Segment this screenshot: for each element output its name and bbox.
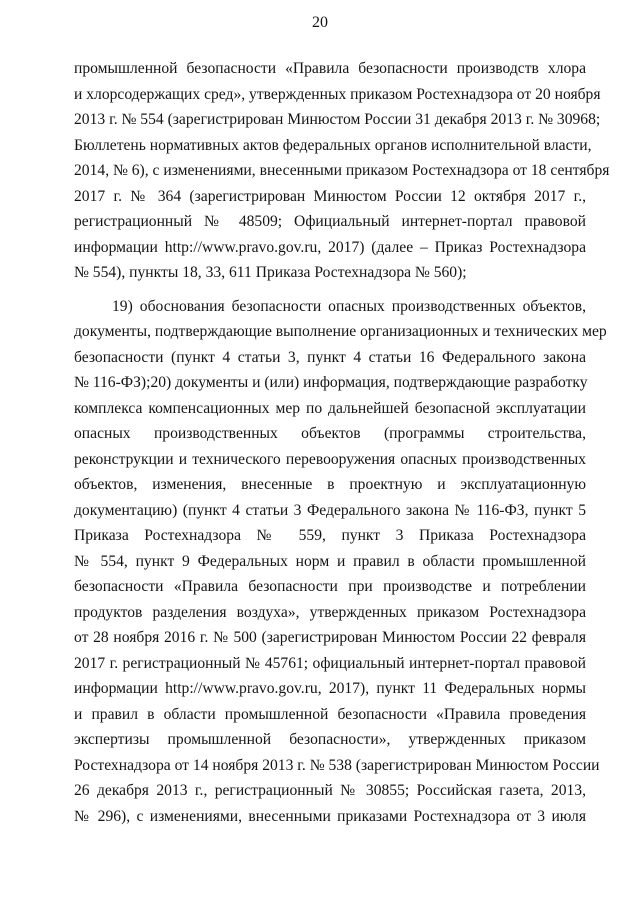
text-line: регистрационный № 48509; Официальный интернет-портал правовой xyxy=(74,213,586,230)
text-line: документы, подтверждающие выполнение организационных и технических мер xyxy=(74,323,607,340)
text-line: 2017 г. регистрационный № 45761; официальный интернет-портал правовой xyxy=(74,654,586,672)
page-number: 20 xyxy=(312,14,328,31)
document-body xyxy=(74,56,610,829)
text-line: № 554, пункт 9 Федеральных норм и правил в области промышленной xyxy=(74,552,586,570)
text-line: промышленной безопасности «Правила безопасности производств хлора xyxy=(74,60,586,77)
text-line: информации http://www.pravo.gov.ru, 2017) (далее – Приказ Ростехнадзора xyxy=(74,238,586,256)
text-line: опасных производственных объектов (программы строительства, xyxy=(74,425,586,442)
text-line: информации http://www.pravo.gov.ru, 2017), пункт 11 Федеральных нормы xyxy=(74,680,586,697)
text-line: реконструкции и технического перевооружения опасных производственных xyxy=(74,450,586,468)
text-line: 2017 г. № 364 (зарегистрирован Минюстом России 12 октября 2017 г., xyxy=(74,187,586,205)
text-line: и хлорсодержащих сред», утвержденных приказом Ростехнадзора от 20 ноября xyxy=(74,85,601,103)
text-line: Бюллетень нормативных актов федеральных органов исполнительной власти, xyxy=(74,136,592,154)
paragraph-gap xyxy=(74,286,586,294)
text-line: безопасности (пункт 4 статьи 3, пункт 4 статьи 16 Федерального закона xyxy=(74,348,586,366)
text-line: Ростехнадзора от 14 ноября 2013 г. № 538 (зарегистрирован Минюстом России xyxy=(74,756,600,774)
paragraph-item-19 xyxy=(74,294,607,830)
paragraph-continuation xyxy=(74,56,610,286)
text-line: и правил в области промышленной безопасности «Правила проведения xyxy=(74,705,586,723)
text-line: объектов, изменения, внесенные в проектную и эксплуатационную xyxy=(74,476,586,493)
text-line: 2014, № 6), с изменениями, внесенными приказом Ростехнадзора от 18 сентября xyxy=(74,162,610,179)
text-line: 19) обоснования безопасности опасных производственных объектов, xyxy=(112,297,586,315)
text-line: безопасности «Правила безопасности при производстве и потреблении xyxy=(74,578,586,595)
text-line: Приказа Ростехнадзора № 559, пункт 3 Приказа Ростехнадзора xyxy=(74,527,586,544)
text-line: от 28 ноября 2016 г. № 500 (зарегистрирован Минюстом России 22 февраля xyxy=(74,629,586,646)
text-line: экспертизы промышленной безопасности», утвержденных приказом xyxy=(74,731,586,748)
text-line: № 296), с изменениями, внесенными приказами Ростехнадзора от 3 июля xyxy=(74,807,586,825)
text-line: продуктов разделения воздуха», утвержденных приказом Ростехнадзора xyxy=(74,603,586,621)
text-line: комплекса компенсационных мер по дальнейшей безопасной эксплуатации xyxy=(74,399,586,417)
text-line: № 554), пункты 18, 33, 611 Приказа Ростехнадзора № 560); xyxy=(74,264,467,281)
text-line: № 116-ФЗ);20) документы и (или) информация, подтверждающие разработку xyxy=(74,374,588,391)
text-line: 2013 г. № 554 (зарегистрирован Минюстом России 31 декабря 2013 г. № 30968; xyxy=(74,111,601,128)
text-line: 26 декабря 2013 г., регистрационный № 30855; Российская газета, 2013, xyxy=(74,782,586,799)
text-line: документацию) (пункт 4 статьи 3 Федерального закона № 116-ФЗ, пункт 5 xyxy=(74,501,586,519)
